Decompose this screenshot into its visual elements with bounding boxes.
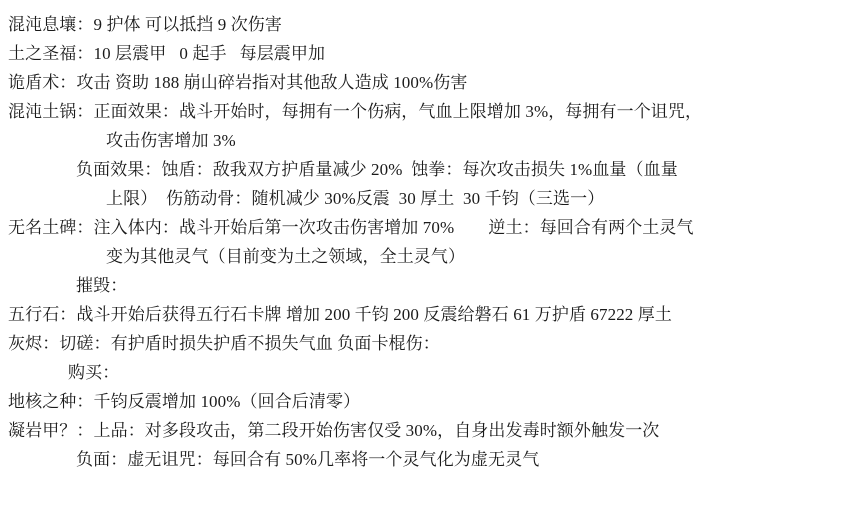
document-line: 灰烬：切磋：有护盾时损失护盾不损失气血 负面卡棍伤：	[8, 334, 440, 353]
document-line: 负面效果：蚀盾：敌我双方护盾量减少 20% 蚀拳：每次攻击损失 1%血量（血量	[76, 160, 678, 179]
document-line: 变为其他灵气（目前变为土之领域，全土灵气）	[106, 247, 466, 266]
document-line: 凝岩甲？：上品：对多段攻击，第二段开始伤害仅受 30%，自身出发毒时额外触发一次	[8, 421, 660, 440]
document-line: 诡盾术：攻击 资助 188 崩山碎岩指对其他敌人造成 100%伤害	[8, 73, 468, 92]
document-line: 土之圣福：10 层震甲 0 起手 每层震甲加	[8, 44, 326, 63]
document-line: 混沌息壤：9 护体 可以抵挡 9 次伤害	[8, 15, 282, 34]
document-line: 无名土碑：注入体内：战斗开始后第一次攻击伤害增加 70% 逆土：每回合有两个土灵气	[8, 218, 694, 237]
document-line: 上限） 伤筋动骨：随机减少 30%反震 30 厚土 30 千钧（三选一）	[106, 189, 605, 208]
document-line: 地核之种：千钧反震增加 100%（回合后清零）	[8, 392, 361, 411]
document-line: 攻击伤害增加 3%	[106, 131, 236, 150]
document-line: 购买：	[68, 363, 120, 382]
document-line: 负面：虚无诅咒：每回合有 50%几率将一个灵气化为虚无灵气	[76, 450, 540, 469]
document-line: 摧毁：	[76, 276, 128, 295]
document-line: 混沌土锅：正面效果：战斗开始时，每拥有一个伤病，气血上限增加 3%，每拥有一个诅咒，	[8, 102, 703, 121]
document-line: 五行石：战斗开始后获得五行石卡牌 增加 200 千钧 200 反震给磐石 61 万护盾 67222 厚土	[8, 305, 672, 324]
